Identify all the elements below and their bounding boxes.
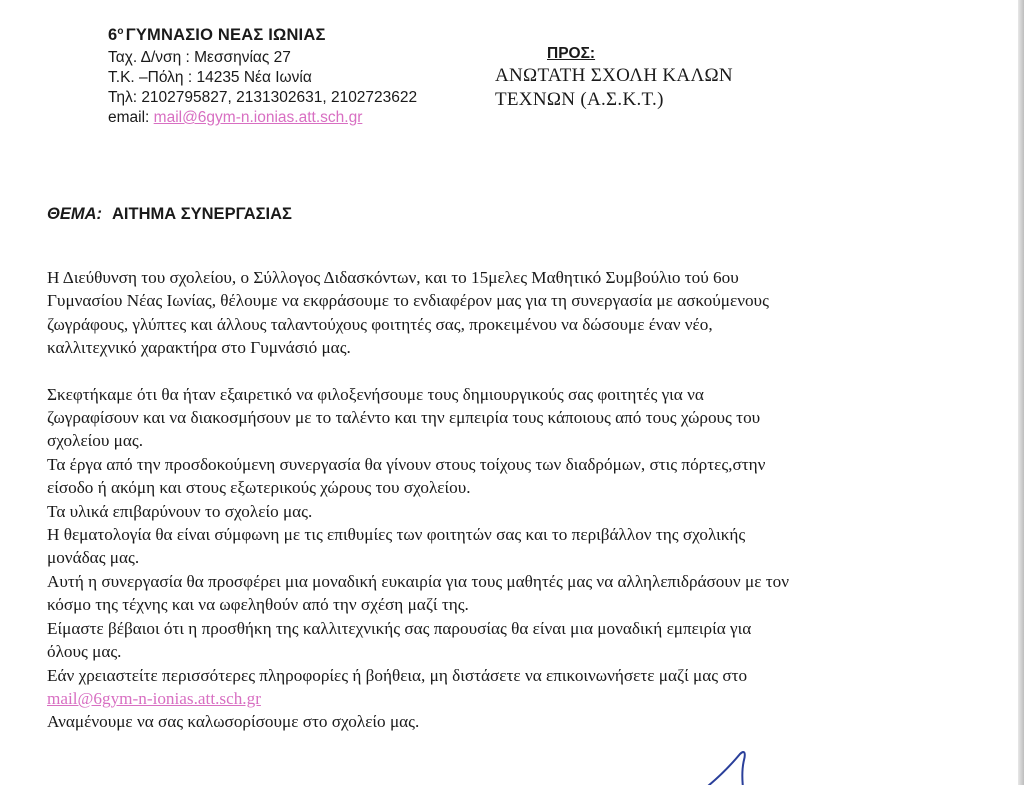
sender-email-link[interactable]: mail@6gym-n.ionias.att.sch.gr	[153, 109, 363, 126]
paragraph-gap	[47, 360, 977, 383]
body-email-row	[47, 687, 977, 710]
body-line: Είμαστε βέβαιοι ότι η προσθήκη της καλλιτεχνικής σας παρουσίας θα είναι μια μοναδική εμπειρία για	[47, 618, 752, 638]
body-line: Εάν χρειαστείτε περισσότερες πληροφορίες ή βοήθεια, μη διστάσετε να επικοινωνήσετε μαζί μας στο	[47, 665, 748, 685]
body-line: σχολείου μας.	[47, 431, 144, 451]
subject-line	[47, 205, 292, 224]
body-email-link[interactable]: mail@6gym-n-ionias.att.sch.gr	[47, 688, 261, 708]
letter-body	[47, 266, 977, 734]
body-line: ζωγράφους, γλύπτες και άλλους ταλαντούχους φοιτητές σας, προκειμένου να δώσουμε έναν νέο,	[47, 314, 713, 334]
body-line: ζωγραφίσουν και να διακοσμήσουν με το ταλέντο και την εμπειρία τους κάποιους από τους χώρους του	[47, 408, 761, 428]
body-line: μονάδας μας.	[47, 548, 140, 568]
body-line: Τα υλικά επιβαρύνουν το σχολείο μας.	[47, 501, 313, 521]
body-line: Η θεματολογία θα είναι σύμφωνη με τις επιθυμίες των φοιτητών σας και το περιβάλλον της σχολικής	[47, 525, 746, 545]
school-name	[108, 22, 417, 45]
body-line: Τα έργα από την προσδοκούμενη συνεργασία θα γίνουν στους τοίχους των διαδρόμων, στις πόρτες,στην	[47, 454, 766, 474]
closing-line: Αναμένουμε να σας καλωσορίσουμε στο σχολείο μας.	[47, 712, 420, 732]
school-number-suffix: ο	[117, 26, 124, 37]
school-name-text: ΓΥΜΝΑΣΙΟ ΝΕΑΣ ΙΩΝΙΑΣ	[125, 26, 326, 44]
recipient-block	[495, 44, 733, 112]
body-line: κόσμο της τέχνης και να ωφεληθούν από την σχέση μαζί της.	[47, 595, 469, 615]
body-line: καλλιτεχνικό χαρακτήρα στο Γυμνάσιό μας.	[47, 338, 351, 358]
signature-stroke-icon	[700, 748, 780, 785]
school-number: 6	[108, 26, 118, 44]
body-line: είσοδο ή ακόμη και στους εξωτερικούς χώρους του σχολείου.	[47, 478, 471, 498]
body-line: Γυμνασίου Νέας Ιωνίας, θέλουμε να εκφράσουμε το ενδιαφέρον μας για τη συνεργασία με ασκούμενους	[47, 291, 769, 311]
sender-email-row	[108, 108, 417, 128]
recipient-label: ΠΡΟΣ:	[547, 45, 596, 62]
sender-block	[108, 22, 417, 128]
body-line: Σκεφτήκαμε ότι θα ήταν εξαιρετικό να φιλοξενήσουμε τους δημιουργικούς σας φοιτητές για να	[47, 384, 704, 404]
sender-phone: Τηλ: 2102795827, 2131302631, 2102723622	[108, 89, 418, 106]
body-line: Αυτή η συνεργασία θα προσφέρει μια μοναδική ευκαιρία για τους μαθητές μας να αλληλεπιδράσουν με τον	[47, 571, 789, 591]
recipient-line-1: ΑΝΩΤΑΤΗ ΣΧΟΛΗ ΚΑΛΩΝ	[495, 65, 733, 86]
subject-text: ΑΙΤΗΜΑ ΣΥΝΕΡΓΑΣΙΑΣ	[112, 205, 292, 223]
body-line: όλους μας.	[47, 642, 122, 662]
scan-edge	[1018, 0, 1024, 785]
body-line: Η Διεύθυνση του σχολείου, ο Σύλλογος Διδασκόντων, και το 15μελες Μαθητικό Συμβούλιο τού 6ου	[47, 268, 739, 287]
sender-address: Ταχ. Δ/νση : Μεσσηνίας 27	[108, 49, 291, 66]
recipient-line-2: ΤΕΧΝΩΝ (Α.Σ.Κ.Τ.)	[495, 89, 664, 110]
sender-email-label: email:	[108, 109, 154, 126]
sender-postal: Τ.Κ. –Πόλη : 14235 Νέα Ιωνία	[108, 69, 312, 86]
subject-label: ΘΕΜΑ:	[47, 205, 102, 223]
